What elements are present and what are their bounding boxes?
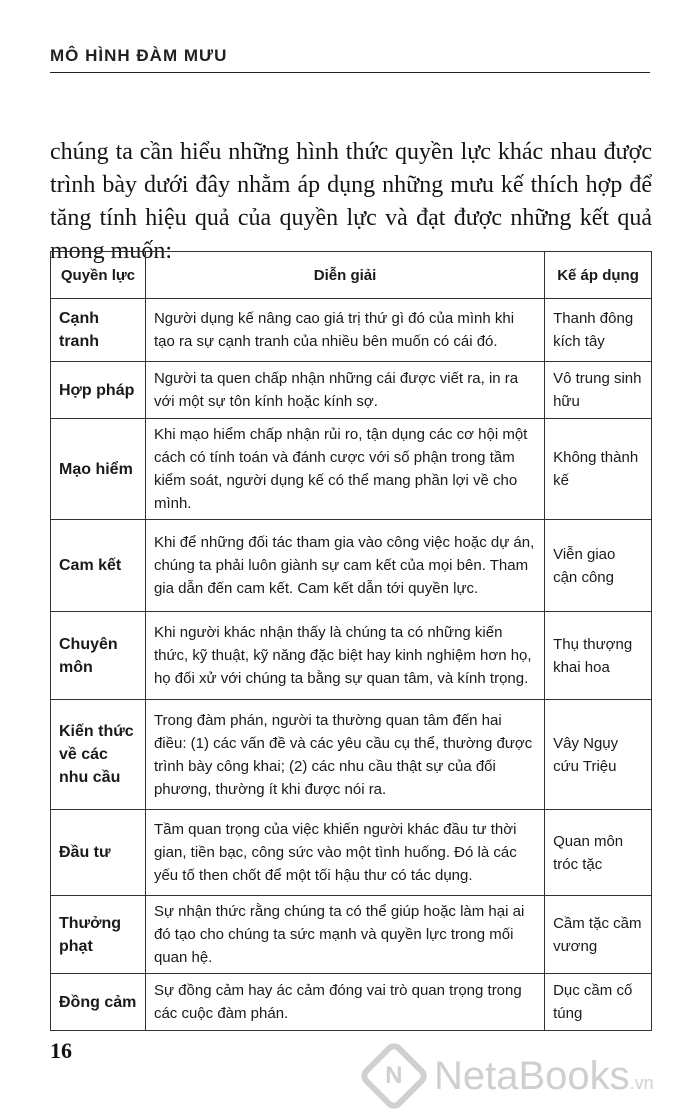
watermark-suffix: .vn	[629, 1072, 654, 1093]
table-row	[51, 700, 652, 810]
description-cell: Người ta quen chấp nhận những cái được viết ra, in ra với một sự tôn kính hoặc kính sợ.	[145, 362, 544, 419]
table-row	[51, 362, 652, 419]
intro-paragraph: chúng ta cần hiểu những hình thức quyền lực khác nhau được trình bày dưới đây nhằm áp dụng những mưu kế thích hợp để tăng tính hiệu quả của quyền lực và đạt được những kết quả mong muốn:	[50, 139, 652, 264]
strategy-cell: Vây Ngụy cứu Triệu	[545, 700, 652, 810]
description-cell: Khi mạo hiểm chấp nhận rủi ro, tận dụng các cơ hội một cách có tính toán và đánh cược với số phận trong tầm kiểm soát, người dụng kế có thể mang phần lợi về cho mình.	[145, 419, 544, 520]
header-strategy: Kế áp dụng	[545, 252, 652, 299]
power-cell: Đầu tư	[51, 810, 146, 896]
table-row	[51, 299, 652, 362]
table-row	[51, 896, 652, 974]
strategy-cell: Thụ thượng khai hoa	[545, 612, 652, 700]
description-cell: Sự nhận thức rằng chúng ta có thể giúp hoặc làm hại ai đó tạo cho chúng ta sức mạnh và quyền lực trong mối quan hệ.	[145, 896, 544, 974]
netabooks-logo-icon	[357, 1039, 431, 1113]
strategy-cell: Cầm tặc cầm vương	[545, 896, 652, 974]
logo-letter: N	[385, 1062, 403, 1089]
power-cell: Kiến thức về các nhu cầu	[51, 700, 146, 810]
table-row	[51, 419, 652, 520]
strategy-cell: Dục cầm cố túng	[545, 974, 652, 1031]
strategy-cell: Không thành kế	[545, 419, 652, 520]
netabooks-watermark	[362, 1044, 692, 1108]
watermark-brand: NetaBooks	[434, 1053, 630, 1098]
description-cell: Tầm quan trọng của việc khiến người khác đầu tư thời gian, tiền bạc, công sức vào một tình huống. Đó là các yếu tố then chốt để một tối hậu thư có tác dụng.	[145, 810, 544, 896]
table-row	[51, 974, 652, 1031]
power-cell: Thưởng phạt	[51, 896, 146, 974]
table-header-row	[51, 252, 652, 299]
power-table	[50, 251, 652, 1031]
strategy-cell: Viễn giao cận công	[545, 520, 652, 612]
description-cell: Khi để những đối tác tham gia vào công việc hoặc dự án, chúng ta phải luôn giành sự cam kết của mọi bên. Tham gia dẫn đến cam kết. Cam kết dẫn tới quyền lực.	[145, 520, 544, 612]
table-row	[51, 520, 652, 612]
watermark-text	[434, 1054, 654, 1099]
description-cell: Người dụng kế nâng cao giá trị thứ gì đó của mình khi tạo ra sự cạnh tranh của nhiều bên muốn có cái đó.	[145, 299, 544, 362]
strategy-cell: Quan môn tróc tặc	[545, 810, 652, 896]
description-cell: Khi người khác nhận thấy là chúng ta có những kiến thức, kỹ thuật, kỹ năng đặc biệt hay kinh nghiệm hơn họ, họ đối xử với chúng ta bằng sự quan tâm, và kính trọng.	[145, 612, 544, 700]
running-header: MÔ HÌNH ĐÀM MƯU	[50, 46, 650, 73]
power-cell: Mạo hiểm	[51, 419, 146, 520]
header-description: Diễn giải	[145, 252, 544, 299]
table-row	[51, 612, 652, 700]
power-cell: Cạnh tranh	[51, 299, 146, 362]
page-number: 16	[50, 1038, 72, 1063]
power-cell: Cam kết	[51, 520, 146, 612]
header-power: Quyền lực	[51, 252, 146, 299]
power-cell: Chuyên môn	[51, 612, 146, 700]
power-cell: Đồng cảm	[51, 974, 146, 1031]
strategy-cell: Thanh đông kích tây	[545, 299, 652, 362]
power-cell: Hợp pháp	[51, 362, 146, 419]
strategy-cell: Vô trung sinh hữu	[545, 362, 652, 419]
description-cell: Sự đồng cảm hay ác cảm đóng vai trò quan trọng trong các cuộc đàm phán.	[145, 974, 544, 1031]
table-row	[51, 810, 652, 896]
description-cell: Trong đàm phán, người ta thường quan tâm đến hai điều: (1) các vấn đề và các yêu cầu cụ thể, thường được trình bày công khai; (2) các nhu cầu thật sự của đối phương, thường ít khi được nói ra.	[145, 700, 544, 810]
